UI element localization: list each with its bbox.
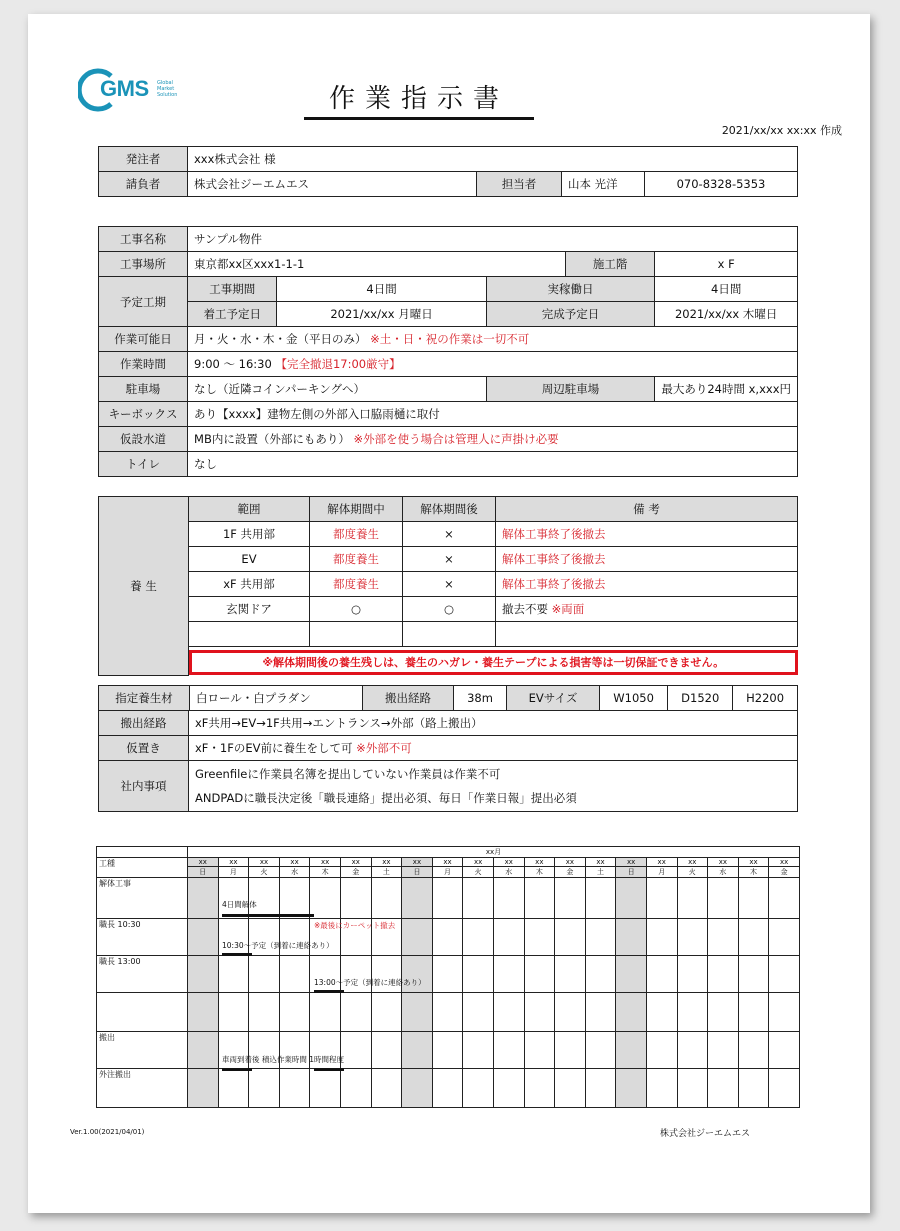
calendar-cell[interactable] [769,878,800,919]
empty-cell [403,622,496,647]
calendar-weekday: 日 [616,867,647,878]
calendar-cell[interactable] [677,878,708,919]
calendar-cell[interactable] [493,993,524,1032]
calendar-cell[interactable] [646,993,677,1032]
start-value: 2021/xx/xx 月曜日 [277,302,486,327]
project-place-value: 東京都xx区xxx1-1-1 [188,252,566,277]
calendar-cell[interactable] [402,919,433,956]
calendar-cell[interactable] [218,1069,249,1108]
calendar-cell[interactable] [616,956,647,993]
calendar-cell[interactable] [402,993,433,1032]
calendar-cell[interactable] [555,1069,586,1108]
internal-line-1: Greenfileに作業員名簿を提出していない作業員は作業不可 [195,767,501,781]
calendar-cell[interactable] [493,919,524,956]
protection-after: × [403,547,496,572]
calendar-cell[interactable] [432,919,463,956]
calendar-cell[interactable] [524,919,555,956]
protection-area: 1F 共用部 [189,522,310,547]
empty-cell [310,622,403,647]
calendar-row-label [97,993,188,1032]
calendar-date: xx [646,858,677,867]
calendar-weekday: 木 [310,867,341,878]
calendar-cell[interactable] [677,919,708,956]
calendar-cell[interactable] [616,1032,647,1069]
calendar-cell[interactable] [218,993,249,1032]
schedule-label: 予定工期 [99,277,188,327]
calendar-cell[interactable] [524,878,555,919]
person-value: 山本 光洋 [562,172,645,197]
protection-note [496,597,798,622]
created-timestamp: 2021/xx/xx xx:xx 作成 [721,124,842,137]
calendar-corner-blank [97,847,188,858]
logo-text: GMS [100,76,149,101]
project-place-label: 工事場所 [99,252,188,277]
calendar-weekday: 月 [432,867,463,878]
nearby-parking-value: 最大あり24時間 x,xxx円 [655,377,798,402]
contractor-value: 株式会社ジーエムエス [188,172,477,197]
calendar-weekday: 火 [677,867,708,878]
calendar-row [97,1069,800,1108]
period-value: 4日間 [277,277,486,302]
parking-label: 駐車場 [99,377,188,402]
calendar-cell[interactable] [524,993,555,1032]
calendar-cell[interactable] [616,878,647,919]
calendar-cell[interactable] [340,878,371,919]
toilet-label: トイレ [99,452,188,477]
work-hours-label: 作業時間 [99,352,188,377]
route-value: xF共用→EV→1F共用→エントランス→外部（路上搬出） [189,711,798,736]
calendar-date: xx [677,858,708,867]
calendar-cell[interactable] [340,1069,371,1108]
route-label: 搬出経路 [99,711,189,736]
calendar-row [97,956,800,993]
water-text: MB内に設置（外部にもあり） [194,432,350,446]
calendar-cell[interactable] [249,878,280,919]
calendar-row-label: 外注搬出 [97,1069,188,1108]
calendar-cell[interactable] [402,1032,433,1069]
calendar-cell[interactable] [708,878,739,919]
calendar-cell[interactable] [555,1032,586,1069]
calendar-weekday: 土 [371,867,402,878]
orderer-value: xxx株式会社 様 [188,147,798,172]
calendar-cell[interactable] [769,956,800,993]
schedule-note: 13:00～予定（到着に連絡あり） [314,978,426,987]
document-title: 作業指示書 [304,78,534,120]
protection-during: 都度養生 [310,522,403,547]
calendar-date: xx [371,858,402,867]
protection-row [99,547,798,572]
calendar-weekday: 水 [493,867,524,878]
calendar-weekday: 水 [279,867,310,878]
keybox-value: あり【xxxx】建物左側の外部入口脇雨樋に取付 [188,402,798,427]
protection-note-extra: ※両面 [551,602,585,616]
internal-value [189,761,798,812]
protection-note: 解体工事終了後撤去 [496,547,798,572]
protection-row-empty [99,622,798,647]
work-hours-text: 9:00 ～ 16:30 [194,357,272,371]
temp-storage-label: 仮置き [99,736,189,761]
calendar-row [97,993,800,1032]
misc-table [98,710,798,812]
calendar-cell[interactable] [646,878,677,919]
calendar-cell[interactable] [463,1069,494,1108]
calendar-cell[interactable] [585,956,616,993]
calendar-date: xx [310,858,341,867]
calendar-cell[interactable] [188,1032,219,1069]
calendar-cell[interactable] [371,1032,402,1069]
floor-value: x F [655,252,798,277]
calendar-cell[interactable] [708,1032,739,1069]
start-label: 着工予定日 [188,302,277,327]
materials-table [98,685,798,711]
route-length-value: 38m [454,686,507,711]
protection-area: EV [189,547,310,572]
calendar-cell[interactable] [616,919,647,956]
work-hours-note: 【完全撤退17:00厳守】 [275,357,401,371]
calendar-cell[interactable] [279,878,310,919]
calendar-cell[interactable] [555,919,586,956]
internal-line-2: ANDPADに職長決定後「職長連絡」提出必須、毎日「作業日報」提出必須 [195,791,577,805]
protection-note: 解体工事終了後撤去 [496,522,798,547]
calendar-cell[interactable] [769,1032,800,1069]
temp-storage-text: xF・1FのEV前に養生をして可 [195,741,353,755]
parking-value: なし（近隣コインパーキングへ） [188,377,487,402]
calendar-cell[interactable] [646,919,677,956]
footer-company: 株式会社ジーエムエス [660,1129,751,1139]
calendar-cell[interactable] [310,1069,341,1108]
calendar-date: xx [188,858,219,867]
materials-label: 指定養生材 [99,686,190,711]
calendar-cell[interactable] [463,919,494,956]
calendar-row [97,878,800,919]
ev-size-label: EVサイズ [507,686,600,711]
calendar-date: xx [555,858,586,867]
footer-version: Ver.1.00(2021/04/01) [70,1128,145,1136]
contractor-label: 請負者 [99,172,188,197]
calendar-cell[interactable] [585,1032,616,1069]
protection-warning: ※解体期間後の養生残しは、養生のハガレ・養生テープによる損害等は一切保証できません。 [189,650,798,675]
protection-warning-cell [189,647,798,676]
calendar-cell[interactable] [524,1032,555,1069]
calendar-weekday: 金 [769,867,800,878]
calendar-cell[interactable] [249,1069,280,1108]
calendar-weekday: 火 [249,867,280,878]
calendar-date: xx [432,858,463,867]
calendar-cell[interactable] [493,878,524,919]
calendar-cell[interactable] [310,878,341,919]
calendar-cell[interactable] [738,1069,769,1108]
protection-header-after: 解体期間後 [403,497,496,522]
calendar-cell[interactable] [677,1032,708,1069]
calendar-date: xx [218,858,249,867]
protection-note: 解体工事終了後撤去 [496,572,798,597]
calendar-cell[interactable] [585,993,616,1032]
calendar-cell[interactable] [646,1032,677,1069]
calendar-cell[interactable] [708,993,739,1032]
calendar-cell[interactable] [432,993,463,1032]
calendar-weekday: 土 [585,867,616,878]
calendar-cell[interactable] [616,993,647,1032]
protection-header-area: 範囲 [189,497,310,522]
calendar-cell[interactable] [677,956,708,993]
schedule-bar[interactable] [222,1068,252,1071]
logo-subtitle [157,80,177,98]
calendar-cell[interactable] [371,1069,402,1108]
water-label: 仮設水道 [99,427,188,452]
calendar-cell[interactable] [340,1032,371,1069]
keybox-label: キーボックス [99,402,188,427]
calendar-weekday: 日 [188,867,219,878]
calendar-cell[interactable] [188,919,219,956]
calendar-cell[interactable] [555,878,586,919]
calendar-cell[interactable] [769,993,800,1032]
calendar-cell[interactable] [708,919,739,956]
protection-header-during: 解体期間中 [310,497,403,522]
protection-area: 玄関ドア [189,597,310,622]
ev-width: W1050 [600,686,668,711]
calendar-cell[interactable] [585,919,616,956]
calendar-cell[interactable] [249,956,280,993]
protection-note-text: 撤去不要 [502,602,548,616]
calendar-cell[interactable] [432,956,463,993]
calendar-cell[interactable] [402,878,433,919]
person-label: 担当者 [477,172,562,197]
calendar-cell[interactable] [769,1069,800,1108]
workdays-label: 実稼働日 [486,277,655,302]
calendar-cell[interactable] [585,1069,616,1108]
calendar-cell[interactable] [738,993,769,1032]
calendar-cell[interactable] [402,1069,433,1108]
route-length-label: 搬出経路 [363,686,454,711]
protection-row [99,572,798,597]
calendar-cell[interactable] [738,878,769,919]
project-table [98,226,798,477]
empty-cell [189,622,310,647]
workdays-allowed-label: 作業可能日 [99,327,188,352]
protection-after: × [403,572,496,597]
calendar-weekday: 金 [340,867,371,878]
calendar-date: xx [340,858,371,867]
water-note: ※外部を使う場合は管理人に声掛け必要 [353,432,559,446]
calendar-cell[interactable] [463,993,494,1032]
schedule-bar[interactable] [314,1068,344,1071]
calendar-cell[interactable] [279,993,310,1032]
calendar-cell[interactable] [218,878,249,919]
calendar-row-label: 職長 10:30 [97,919,188,956]
calendar-cell[interactable] [463,1032,494,1069]
calendar-cell[interactable] [310,993,341,1032]
protection-during: ○ [310,597,403,622]
protection-during: 都度養生 [310,547,403,572]
calendar-date: xx [708,858,739,867]
calendar-row-label: 搬出 [97,1032,188,1069]
schedule-note: 10:30～予定（到着に連絡あり） [222,941,334,950]
calendar-row-label: 解体工事 [97,878,188,919]
logo-subtitle-3: Solution [157,92,178,98]
calendar-cell[interactable] [677,993,708,1032]
temp-storage-note: ※外部不可 [356,741,412,755]
calendar-cell[interactable] [555,993,586,1032]
calendar-cell[interactable] [585,878,616,919]
calendar-row [97,919,800,956]
protection-row [99,522,798,547]
calendar-weekday: 木 [738,867,769,878]
orderer-label: 発注者 [99,147,188,172]
calendar-cell[interactable] [493,1032,524,1069]
calendar-weekday: 月 [646,867,677,878]
calendar-date: xx [738,858,769,867]
calendar-cell[interactable] [371,993,402,1032]
calendar-row-label: 職長 13:00 [97,956,188,993]
calendar-row [97,1032,800,1069]
schedule-note: ※最後にカーペット撤去 [314,921,396,930]
calendar-cell[interactable] [249,993,280,1032]
project-name-value: サンプル物件 [188,227,798,252]
schedule-bar[interactable] [314,990,344,993]
calendar-date: xx [493,858,524,867]
workdays-allowed-value [188,327,798,352]
schedule-note: 4日間解体 [222,900,257,909]
protection-table [98,496,798,676]
calendar-cell[interactable] [677,1069,708,1108]
schedule-note: 車両到着後 積込作業時間 1時間程度 [222,1055,345,1064]
protection-row [99,597,798,622]
calendar-cell[interactable] [555,956,586,993]
calendar-cell[interactable] [708,1069,739,1108]
protection-after: × [403,522,496,547]
calendar-cell[interactable] [188,878,219,919]
calendar-date: xx [402,858,433,867]
internal-label: 社内事項 [99,761,189,812]
ev-height: H2200 [733,686,798,711]
logo-subtitle-2: Market [157,86,175,92]
calendar-cell[interactable] [463,878,494,919]
calendar-cell[interactable] [340,993,371,1032]
calendar-date: xx [249,858,280,867]
calendar-date: xx [616,858,647,867]
calendar-weekday: 日 [402,867,433,878]
calendar-cell[interactable] [463,956,494,993]
calendar-cell[interactable] [524,1069,555,1108]
toilet-value: なし [188,452,798,477]
phone-value: 070-8328-5353 [645,172,798,197]
calendar-cell[interactable] [432,1069,463,1108]
schedule-bar[interactable] [222,953,252,956]
calendar-cell[interactable] [432,1032,463,1069]
calendar-cell[interactable] [188,993,219,1032]
calendar-date: xx [463,858,494,867]
calendar-cell[interactable] [493,1069,524,1108]
calendar-date: xx [279,858,310,867]
workdays-allowed-note: ※土・日・祝の作業は一切不可 [370,332,530,346]
calendar-cell[interactable] [769,919,800,956]
project-name-label: 工事名称 [99,227,188,252]
calendar-date: xx [524,858,555,867]
calendar-cell[interactable] [279,1069,310,1108]
ev-depth: D1520 [668,686,733,711]
calendar-weekday: 水 [708,867,739,878]
calendar-cell[interactable] [371,878,402,919]
calendar-cell[interactable] [646,1069,677,1108]
calendar-cell[interactable] [432,878,463,919]
floor-label: 施工階 [565,252,654,277]
calendar-cell[interactable] [218,956,249,993]
calendar-weekday: 金 [555,867,586,878]
calendar-cell[interactable] [188,956,219,993]
workdays-value: 4日間 [655,277,798,302]
protection-label: 養 生 [99,497,189,676]
materials-value: 白ロール・白プラダン [190,686,363,711]
protection-area: xF 共用部 [189,572,310,597]
temp-storage-value [189,736,798,761]
calendar-cell[interactable] [738,919,769,956]
protection-header-note: 備 考 [496,497,798,522]
calendar-weekday: 月 [218,867,249,878]
calendar-date: xx [769,858,800,867]
header-table [98,146,798,197]
calendar-cell[interactable] [738,1032,769,1069]
calendar-cell[interactable] [616,1069,647,1108]
water-value [188,427,798,452]
calendar-corner-label: 工種 [97,858,188,878]
calendar-month: xx月 [188,847,800,858]
calendar-weekday: 火 [463,867,494,878]
protection-after: ○ [403,597,496,622]
protection-during: 都度養生 [310,572,403,597]
calendar-cell[interactable] [493,956,524,993]
end-label: 完成予定日 [486,302,655,327]
workdays-allowed-text: 月・火・水・木・金（平日のみ） [194,332,367,346]
empty-cell [496,622,798,647]
company-logo [78,66,188,116]
calendar-cell[interactable] [646,956,677,993]
nearby-parking-label: 周辺駐車場 [486,377,655,402]
logo-subtitle-1: Global [157,80,173,86]
calendar-date: xx [585,858,616,867]
period-label: 工事期間 [188,277,277,302]
calendar-cell[interactable] [708,956,739,993]
calendar-weekday: 木 [524,867,555,878]
work-hours-value [188,352,798,377]
calendar-cell[interactable] [188,1069,219,1108]
schedule-calendar [96,846,800,1108]
calendar-cell[interactable] [738,956,769,993]
calendar-cell[interactable] [524,956,555,993]
calendar-cell[interactable] [279,956,310,993]
schedule-bar[interactable] [222,914,314,917]
end-value: 2021/xx/xx 木曜日 [655,302,798,327]
